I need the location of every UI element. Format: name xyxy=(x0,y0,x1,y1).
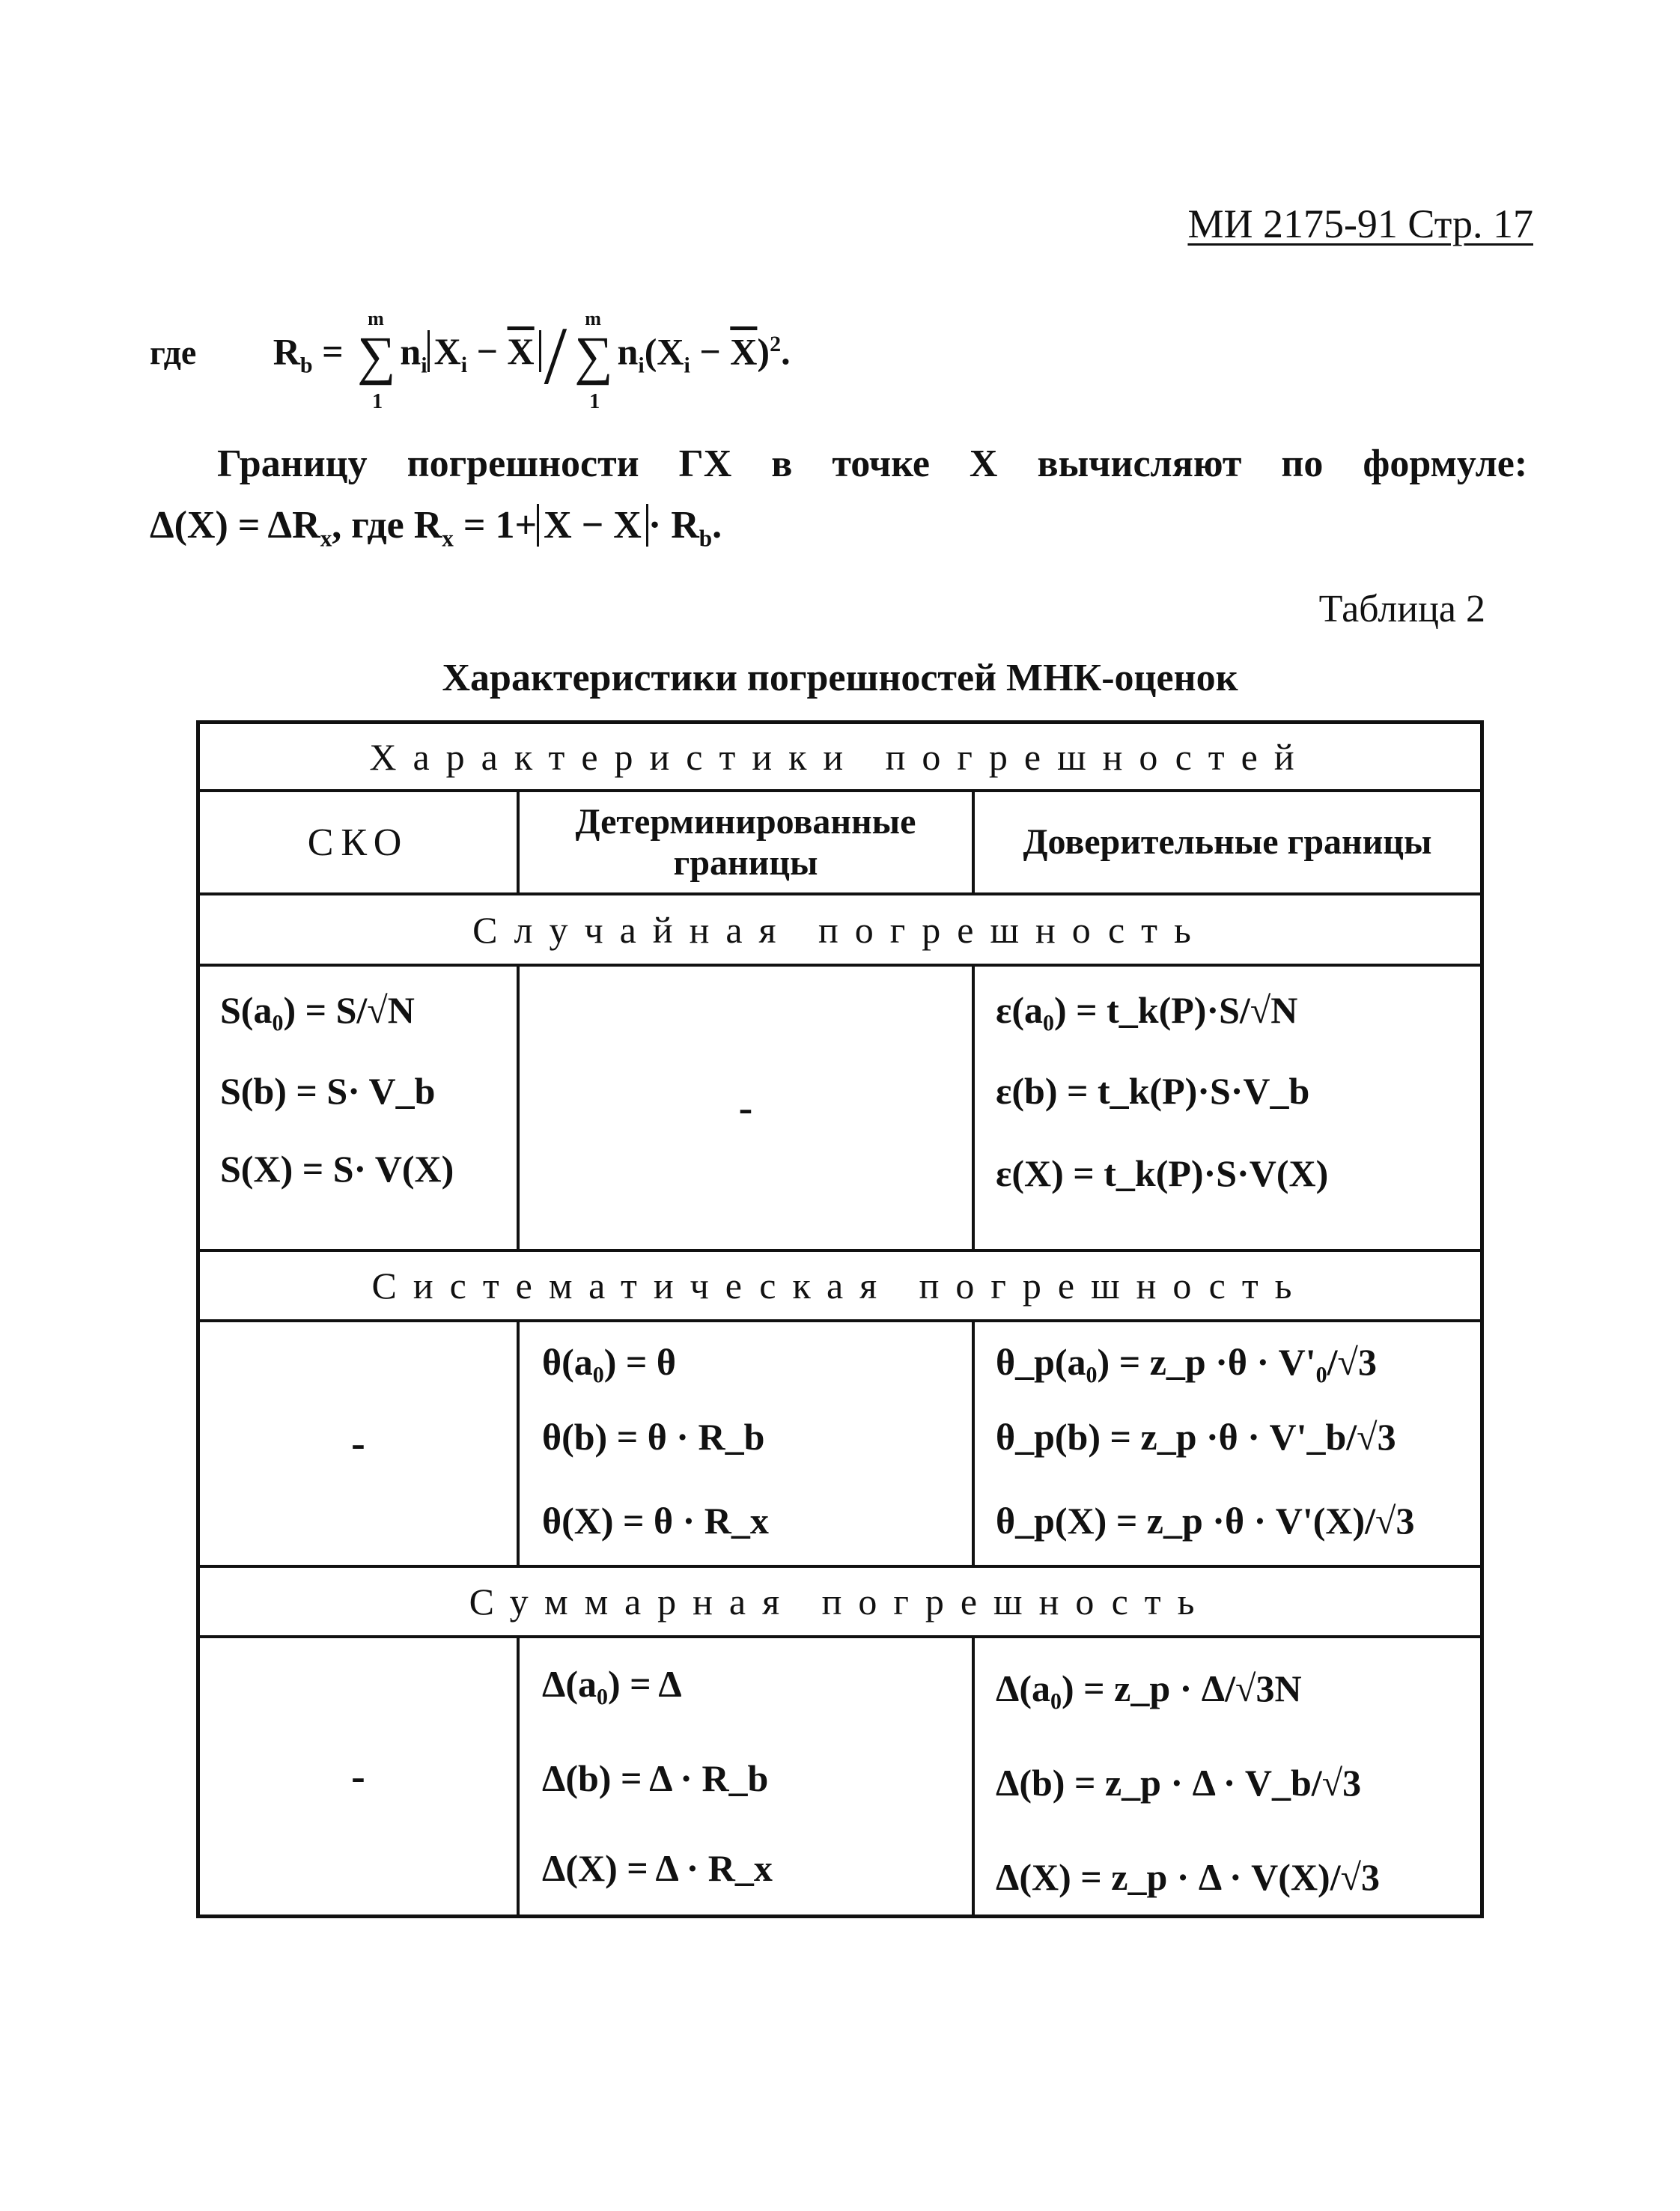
vline-1-systematic xyxy=(517,1319,520,1566)
table-label: Таблица 2 xyxy=(1318,588,1485,630)
formula-square: 2 xyxy=(770,331,782,356)
formula-eps-x: ε(X) = t_k(P)·S·V(X) xyxy=(996,1152,1329,1194)
formula-deltap-a0: Δ(a₀) = z_p · Δ/√3N xyxy=(996,1667,1302,1709)
formula-s-b: S(b) = S· V_b xyxy=(220,1070,436,1112)
formula-theta-a0: θ(a₀) = θ xyxy=(542,1341,676,1383)
p2-e: · R xyxy=(648,504,699,547)
formula-delta-b: Δ(b) = Δ · R_b xyxy=(542,1757,769,1799)
formula-deltap-x: Δ(X) = z_p · Δ · V(X)/√3 xyxy=(996,1856,1381,1898)
section-title-total: Суммарная погрешность xyxy=(469,1581,1211,1622)
p2-sub2: x xyxy=(442,525,454,552)
formula-x2-sub: i xyxy=(684,353,690,378)
fraction-slash: / xyxy=(544,310,567,401)
formula-close: ) xyxy=(757,330,770,373)
vline-2-random xyxy=(972,964,975,1250)
p2-d: X − X xyxy=(544,504,642,547)
formula-end: . xyxy=(781,330,791,373)
header-main: Характеристики погрешностей xyxy=(369,735,1311,778)
systematic-sko-dash: - xyxy=(351,1420,365,1467)
p2-b: , где R xyxy=(332,504,442,547)
sum-bot-1: 1 xyxy=(372,390,383,413)
formula-delta-a0: Δ(a₀) = Δ xyxy=(542,1663,682,1705)
formula-xbar1: $\overline{X}$ xyxy=(507,330,535,373)
paragraph-line-1: Границу погрешности ГХ в точке X вычисляют по формуле: xyxy=(217,442,1528,485)
p2-abs-group xyxy=(537,504,648,547)
sum-symbol-1: ∑ m 1 xyxy=(357,308,396,413)
formula-s-x: S(X) = S· V(X) xyxy=(220,1148,454,1190)
col-header-determined: Детерминированные границы xyxy=(575,801,916,883)
formula-lhs-sub: b xyxy=(299,353,313,378)
formula-thetap-a0: θ_p(a₀) = z_p ·θ · V'₀/√3 xyxy=(996,1341,1377,1383)
section-title-random: Случайная погрешность xyxy=(472,908,1208,951)
p2-g: . xyxy=(712,504,722,547)
formula-lhs: R xyxy=(273,330,300,373)
vline-1-total xyxy=(517,1635,520,1917)
sum-top-1: m xyxy=(368,308,384,329)
formula-x1-sub: i xyxy=(460,353,468,378)
table-title: Характеристики погрешностей МНК-оценок xyxy=(442,657,1238,699)
abs-value-group xyxy=(427,330,541,378)
p2-sub1: x xyxy=(320,525,332,552)
formula-eps-a0: ε(a₀) = t_k(P)·S/√N xyxy=(996,989,1298,1031)
sum-symbol-2: ∑ m 1 xyxy=(574,308,613,413)
vline-2-systematic xyxy=(972,1319,975,1566)
formula-xbar2: $\overline{X}$ xyxy=(730,330,758,373)
formula-eps-b: ε(b) = t_k(P)·S·V_b xyxy=(996,1070,1310,1112)
formula-delta-x: Δ(X) = Δ · R_x xyxy=(542,1847,773,1889)
table-border-bottom xyxy=(196,1915,1484,1918)
vline-2-total xyxy=(972,1635,975,1917)
formula-x1: X xyxy=(433,330,461,373)
page-header: МИ 2175-91 Стр. 17 xyxy=(1187,201,1533,246)
formula-n2-sub: i xyxy=(638,353,645,378)
p2-a: Δ(X) = ΔR xyxy=(150,504,320,547)
formula-eq: = xyxy=(312,330,353,373)
formula-s-a0: S(a₀) = S/√N xyxy=(220,989,415,1031)
sum-bot-2: 1 xyxy=(589,390,600,413)
sum-top-2: m xyxy=(585,308,601,329)
total-sko-dash: - xyxy=(351,1753,365,1800)
formula-thetap-x: θ_p(X) = z_p ·θ · V'(X)/√3 xyxy=(996,1500,1415,1542)
formula-x2: X xyxy=(657,330,684,373)
paragraph-line-2 xyxy=(150,503,722,552)
col-header-confidence: Доверительные границы xyxy=(1023,822,1432,863)
formula-rb xyxy=(150,308,791,413)
formula-n2: n xyxy=(617,330,639,373)
p2-sub3: b xyxy=(699,525,713,552)
formula-theta-x: θ(X) = θ · R_x xyxy=(542,1500,769,1542)
section-title-systematic: Систематическая погрешность xyxy=(371,1265,1309,1307)
formula-deltap-b: Δ(b) = z_p · Δ · V_b/√3 xyxy=(996,1762,1362,1804)
formula-thetap-b: θ_p(b) = z_p ·θ · V'_b/√3 xyxy=(996,1416,1396,1458)
formula-minus2: − xyxy=(690,330,731,373)
formula-n1-sub: i xyxy=(421,353,427,378)
formula-theta-b: θ(b) = θ · R_b xyxy=(542,1416,765,1458)
formula-where-word: где xyxy=(150,333,197,372)
col-header-sko: СКО xyxy=(307,821,410,864)
error-characteristics-table xyxy=(196,720,1484,1918)
p2-c: = 1+ xyxy=(453,504,538,547)
formula-n1: n xyxy=(400,330,421,373)
formula-minus1: − xyxy=(467,330,508,373)
random-determined-dash: - xyxy=(738,1084,753,1131)
formula-open: ( xyxy=(644,330,657,373)
